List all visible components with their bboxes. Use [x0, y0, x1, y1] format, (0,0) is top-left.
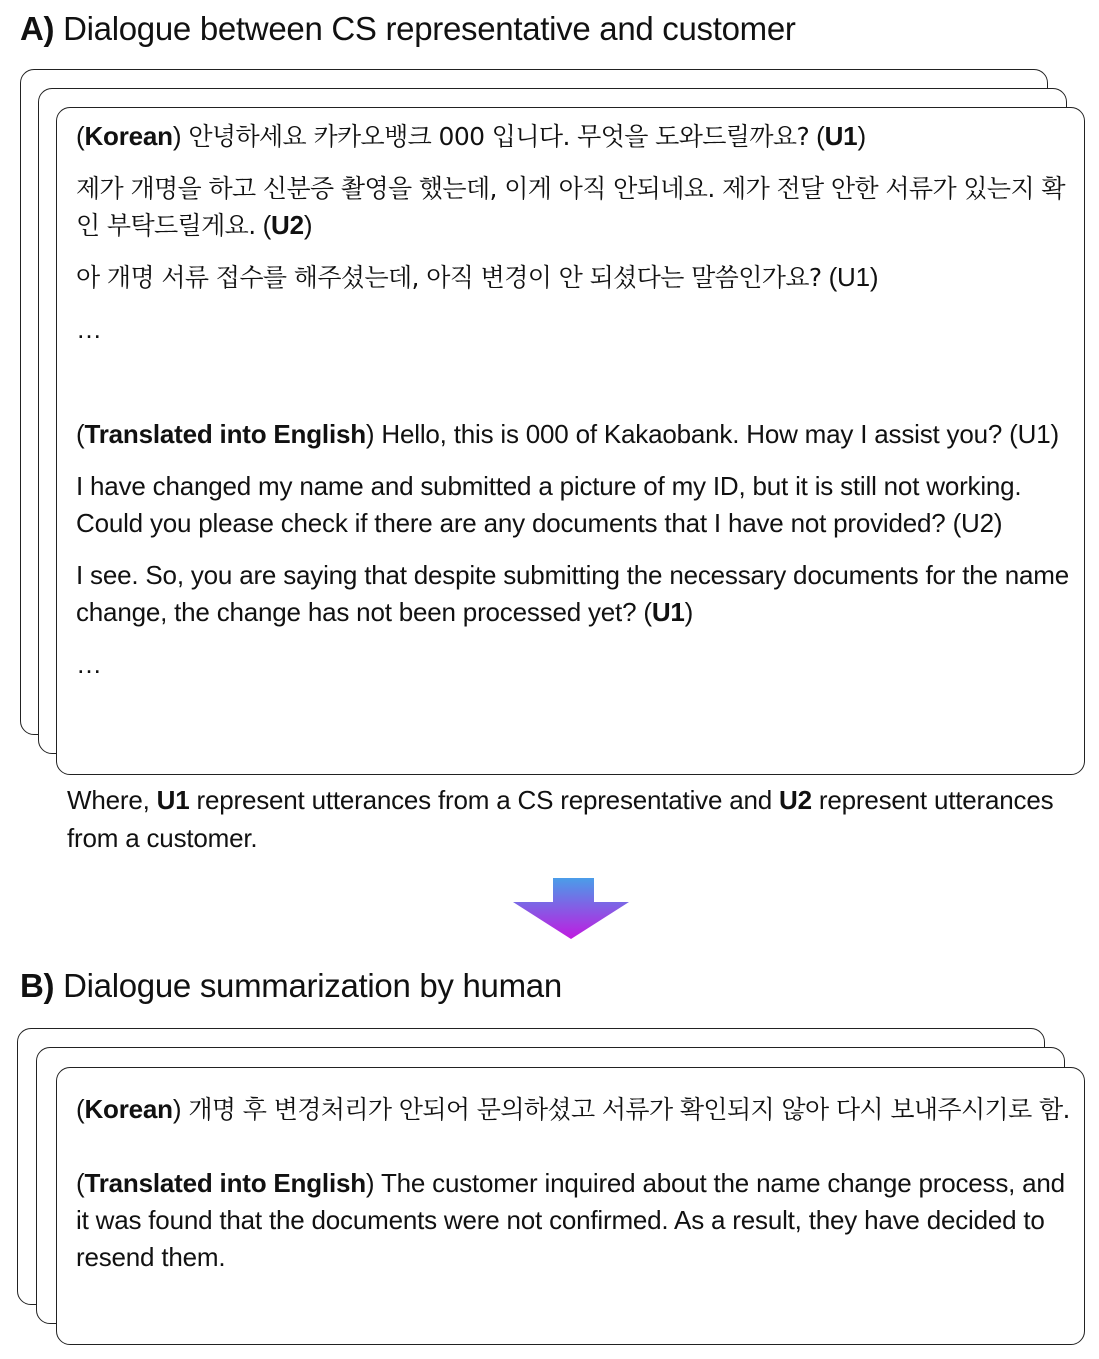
section-a-text: Dialogue between CS representative and customer [63, 10, 796, 47]
section-b-text: Dialogue summarization by human [63, 967, 562, 1004]
korean-line-1: (Korean) 안녕하세요 카카오뱅크 000 입니다. 무엇을 도와드릴까요? (U1) [76, 121, 866, 151]
english-line-3: I see. So, you are saying that despite submitting the necessary documents for the name change, the change has not been processed yet? (U1) [76, 560, 1070, 627]
section-a-title [20, 10, 796, 48]
korean-line-3: 아 개명 서류 접수를 해주셨는데, 아직 변경이 안 되셨다는 말씀인가요? (U1) [76, 262, 879, 292]
korean-ellipsis: … [76, 314, 102, 344]
section-b-title [20, 967, 562, 1005]
summary-korean: (Korean) 개명 후 변경처리가 안되어 문의하셨고 서류가 확인되지 않아 다시 보내주시기로 함. [76, 1094, 1070, 1124]
speaker-note: Where, U1 represent utterances from a CS representative and U2 represent utterances from a customer. [67, 785, 1054, 853]
summary-english: (Translated into English) The customer inquired about the name change process, and it was found that the documents were not confirmed. As a result, they have decided to resend them. [76, 1168, 1065, 1272]
english-line-2: I have changed my name and submitted a picture of my ID, but it is still not working. Could you please check if there are any documents that I have not provided? (U2) [76, 471, 1022, 538]
section-b-letter: B) [20, 967, 55, 1004]
korean-line-2: 제가 개명을 하고 신분증 촬영을 했는데, 이게 아직 안되네요. 제가 전달 안한 서류가 있는지 확인 부탁드릴게요. (U2) [76, 174, 1065, 240]
summary-content [76, 1091, 1076, 1276]
english-ellipsis: … [76, 649, 102, 679]
english-line-1: (Translated into English) Hello, this is 000 of Kakaobank. How may I assist you? (U1) [76, 419, 1059, 449]
section-a-letter: A) [20, 10, 55, 47]
dialogue-content [76, 118, 1076, 683]
down-arrow-icon [512, 878, 630, 940]
